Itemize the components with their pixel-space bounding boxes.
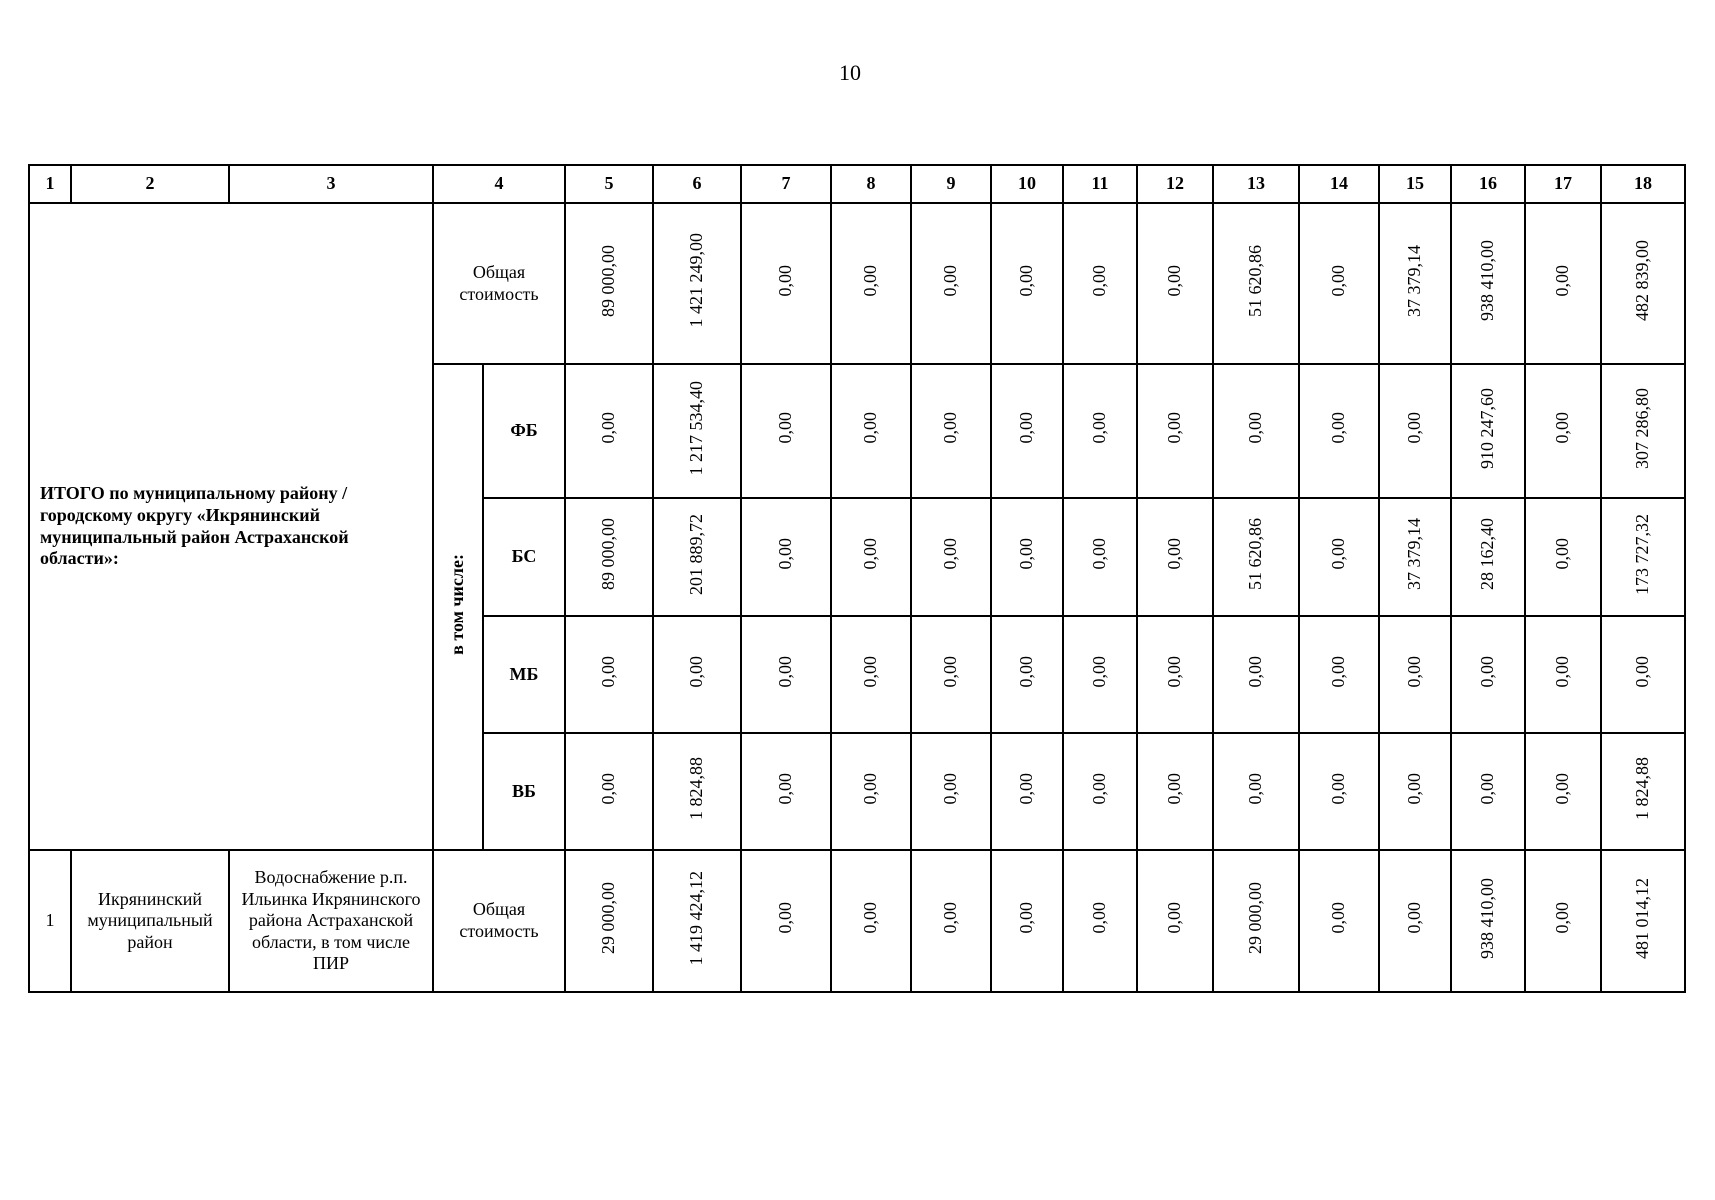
value-cell <box>1379 364 1451 498</box>
including-label: в том числе: <box>447 553 468 655</box>
value: 0,00 <box>1328 655 1349 688</box>
value-cell <box>1299 733 1379 850</box>
value-cell <box>1137 616 1213 733</box>
value: 0,00 <box>860 772 881 805</box>
value-cell <box>1063 850 1137 992</box>
value: 0,00 <box>1016 264 1037 297</box>
header-cell: 8 <box>831 165 911 203</box>
fund-name: ВБ <box>483 733 565 850</box>
value-cell <box>1601 364 1685 498</box>
value: 0,00 <box>860 902 881 934</box>
total-label: ИТОГО по муниципальному району / городскому округу «Икрянинский муниципальный район Астраханской области»: <box>29 203 433 850</box>
value-cell <box>1379 850 1451 992</box>
value: 0,00 <box>1404 902 1425 934</box>
value: 0,00 <box>1552 412 1573 444</box>
value-cell <box>653 364 741 498</box>
value: 0,00 <box>1328 538 1349 570</box>
value-cell <box>831 203 911 364</box>
value: 0,00 <box>1016 538 1037 570</box>
header-cell: 14 <box>1299 165 1379 203</box>
value: 0,00 <box>860 655 881 688</box>
value-cell <box>1525 364 1601 498</box>
value: 0,00 <box>598 412 619 444</box>
fund-name: ФБ <box>483 364 565 498</box>
value-cell <box>1451 364 1525 498</box>
value-cell <box>653 733 741 850</box>
value-cell <box>565 364 653 498</box>
value: 481 014,12 <box>1632 877 1653 959</box>
value-cell <box>1137 733 1213 850</box>
value: 0,00 <box>1328 772 1349 805</box>
value-cell <box>1299 498 1379 616</box>
value-cell <box>1137 203 1213 364</box>
value-cell <box>1137 850 1213 992</box>
value-cell <box>653 498 741 616</box>
value: 0,00 <box>775 772 796 805</box>
value-cell <box>991 203 1063 364</box>
value-cell <box>565 203 653 364</box>
value-cell <box>1601 498 1685 616</box>
value-cell <box>1213 850 1299 992</box>
value: 482 839,00 <box>1632 240 1653 322</box>
header-cell: 12 <box>1137 165 1213 203</box>
value: 1 419 424,12 <box>686 870 707 966</box>
header-cell: 3 <box>229 165 433 203</box>
value: 0,00 <box>940 264 961 297</box>
value: 0,00 <box>1404 772 1425 805</box>
header-cell: 18 <box>1601 165 1685 203</box>
header-cell: 13 <box>1213 165 1299 203</box>
value: 0,00 <box>1164 264 1185 297</box>
value-cell <box>1379 616 1451 733</box>
value: 0,00 <box>1328 412 1349 444</box>
value: 0,00 <box>1089 412 1110 444</box>
value-cell <box>831 616 911 733</box>
value: 0,00 <box>1552 538 1573 570</box>
value-cell <box>1525 616 1601 733</box>
value: 0,00 <box>775 655 796 688</box>
value: 0,00 <box>1089 902 1110 934</box>
value-cell <box>831 498 911 616</box>
value: 201 889,72 <box>686 513 707 595</box>
value: 89 000,00 <box>598 244 619 317</box>
header-cell: 9 <box>911 165 991 203</box>
value-cell <box>831 364 911 498</box>
value: 0,00 <box>1089 264 1110 297</box>
value: 0,00 <box>1245 772 1266 805</box>
including-label-cell <box>433 364 483 850</box>
value-cell <box>991 850 1063 992</box>
value-cell <box>1379 203 1451 364</box>
value: 28 162,40 <box>1477 518 1498 591</box>
total-row <box>29 203 1685 364</box>
value-cell <box>911 203 991 364</box>
value-cell <box>741 498 831 616</box>
value: 0,00 <box>1016 902 1037 934</box>
value: 0,00 <box>1477 655 1498 688</box>
value: 29 000,00 <box>598 882 619 955</box>
value: 0,00 <box>1164 538 1185 570</box>
value: 0,00 <box>686 655 707 688</box>
value-cell <box>1299 364 1379 498</box>
value: 0,00 <box>1552 655 1573 688</box>
value-cell <box>1601 203 1685 364</box>
value: 1 421 249,00 <box>686 233 707 328</box>
value: 0,00 <box>860 412 881 444</box>
header-row <box>29 165 1685 203</box>
value: 0,00 <box>1164 655 1185 688</box>
value-cell <box>565 850 653 992</box>
value: 0,00 <box>1016 772 1037 805</box>
value-cell <box>1379 733 1451 850</box>
value: 307 286,80 <box>1632 387 1653 469</box>
value-cell <box>565 498 653 616</box>
value: 0,00 <box>1477 772 1498 805</box>
value-cell <box>1213 364 1299 498</box>
value-cell <box>1379 498 1451 616</box>
value: 0,00 <box>1328 902 1349 934</box>
header-cell: 6 <box>653 165 741 203</box>
value-cell <box>1525 203 1601 364</box>
value-cell <box>1063 364 1137 498</box>
value: 0,00 <box>940 772 961 805</box>
value-cell <box>1063 203 1137 364</box>
header-cell: 11 <box>1063 165 1137 203</box>
value-cell <box>1299 203 1379 364</box>
header-cell: 2 <box>71 165 229 203</box>
value-cell <box>1213 203 1299 364</box>
value-cell <box>831 850 911 992</box>
value-cell <box>1601 616 1685 733</box>
value: 0,00 <box>860 538 881 570</box>
value: 1 824,88 <box>686 757 707 821</box>
item-row <box>29 850 1685 992</box>
fund-name: БС <box>483 498 565 616</box>
value-cell <box>1137 498 1213 616</box>
value: 0,00 <box>860 264 881 297</box>
value: 938 410,00 <box>1477 240 1498 322</box>
value-cell <box>1213 616 1299 733</box>
value: 0,00 <box>940 655 961 688</box>
value: 938 410,00 <box>1477 877 1498 959</box>
value: 0,00 <box>1245 655 1266 688</box>
value-cell <box>1299 850 1379 992</box>
value: 0,00 <box>1552 772 1573 805</box>
value: 0,00 <box>1552 264 1573 297</box>
value: 89 000,00 <box>598 518 619 591</box>
value-cell <box>1451 616 1525 733</box>
value-cell <box>911 498 991 616</box>
value: 37 379,14 <box>1404 244 1425 317</box>
value-cell <box>831 733 911 850</box>
value-cell <box>653 616 741 733</box>
value-cell <box>911 616 991 733</box>
value-cell <box>1137 364 1213 498</box>
value: 0,00 <box>1404 412 1425 444</box>
item-number: 1 <box>29 850 71 992</box>
value: 37 379,14 <box>1404 518 1425 591</box>
value: 0,00 <box>1328 264 1349 297</box>
value-cell <box>911 364 991 498</box>
value-cell <box>1451 203 1525 364</box>
value-cell <box>1451 733 1525 850</box>
value-cell <box>565 616 653 733</box>
value: 910 247,60 <box>1477 387 1498 469</box>
funding-table <box>28 164 1686 993</box>
value: 0,00 <box>1245 412 1266 444</box>
value-cell <box>565 733 653 850</box>
value-cell <box>1451 498 1525 616</box>
header-cell: 16 <box>1451 165 1525 203</box>
value-cell <box>1525 733 1601 850</box>
value: 0,00 <box>940 412 961 444</box>
total-cost-label: Общая стоимость <box>433 203 565 364</box>
value: 0,00 <box>1089 772 1110 805</box>
value-cell <box>1525 498 1601 616</box>
value-cell <box>911 850 991 992</box>
value-cell <box>911 733 991 850</box>
value: 0,00 <box>775 902 796 934</box>
value-cell <box>1213 498 1299 616</box>
page-number: 10 <box>839 60 861 85</box>
header-cell: 10 <box>991 165 1063 203</box>
value: 0,00 <box>775 538 796 570</box>
value: 0,00 <box>940 902 961 934</box>
value-cell <box>1601 850 1685 992</box>
header-cell: 4 <box>433 165 565 203</box>
value: 173 727,32 <box>1632 513 1653 595</box>
value: 0,00 <box>598 772 619 805</box>
value: 0,00 <box>1089 655 1110 688</box>
value: 0,00 <box>775 412 796 444</box>
value: 0,00 <box>598 655 619 688</box>
item-project: Водоснабжение р.п. Ильинка Икрянинского района Астраханской области, в том числе ПИР <box>229 850 433 992</box>
value: 0,00 <box>1164 902 1185 934</box>
value: 1 824,88 <box>1632 757 1653 821</box>
value-cell <box>991 364 1063 498</box>
value-cell <box>991 616 1063 733</box>
value-cell <box>741 203 831 364</box>
value-cell <box>1063 616 1137 733</box>
value-cell <box>741 364 831 498</box>
value-cell <box>653 850 741 992</box>
value-cell <box>1601 733 1685 850</box>
value-cell <box>1213 733 1299 850</box>
value: 29 000,00 <box>1245 882 1266 955</box>
value: 0,00 <box>775 264 796 297</box>
fund-name: МБ <box>483 616 565 733</box>
header-cell: 15 <box>1379 165 1451 203</box>
value-cell <box>1063 733 1137 850</box>
value: 51 620,86 <box>1245 518 1266 591</box>
value: 0,00 <box>1016 655 1037 688</box>
value-cell <box>741 616 831 733</box>
value: 0,00 <box>940 538 961 570</box>
value-cell <box>653 203 741 364</box>
value-cell <box>1063 498 1137 616</box>
value-cell <box>1525 850 1601 992</box>
value: 0,00 <box>1552 902 1573 934</box>
header-cell: 7 <box>741 165 831 203</box>
header-cell: 5 <box>565 165 653 203</box>
value: 0,00 <box>1632 655 1653 688</box>
value-cell <box>741 850 831 992</box>
value-cell <box>991 733 1063 850</box>
header-cell: 1 <box>29 165 71 203</box>
item-district: Икрянинский муниципальный район <box>71 850 229 992</box>
value: 0,00 <box>1164 772 1185 805</box>
value: 0,00 <box>1089 538 1110 570</box>
value: 0,00 <box>1404 655 1425 688</box>
value-cell <box>1451 850 1525 992</box>
value-cell <box>741 733 831 850</box>
value-cell <box>991 498 1063 616</box>
header-cell: 17 <box>1525 165 1601 203</box>
value: 51 620,86 <box>1245 244 1266 317</box>
value: 1 217 534,40 <box>686 380 707 476</box>
item-cost-label: Общая стоимость <box>433 850 565 992</box>
value: 0,00 <box>1016 412 1037 444</box>
value-cell <box>1299 616 1379 733</box>
value: 0,00 <box>1164 412 1185 444</box>
